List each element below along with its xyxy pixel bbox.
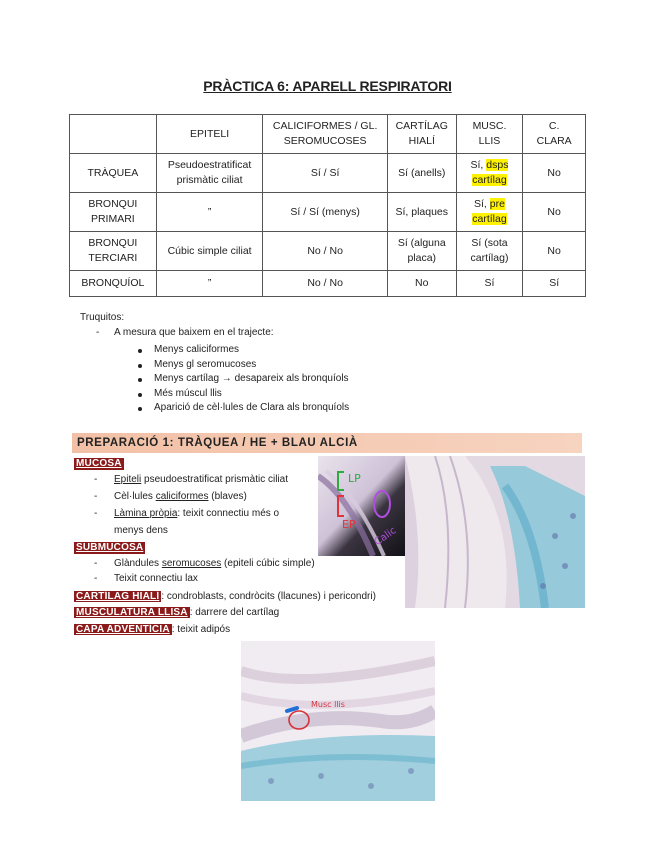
- musculatura-line: MUSCULATURA LLISA : darrere del cartílag: [76, 607, 280, 618]
- bullet-dash: -: [96, 327, 100, 338]
- header-musc: MUSC. LLIS: [456, 115, 523, 154]
- table-row: [70, 271, 586, 297]
- adventicia-line: CAPA ADVENTÍCIA : teixit adipós: [76, 624, 231, 635]
- micrograph-cartilage: [405, 456, 585, 608]
- cell-caliciformes: Sí / Sí (menys): [263, 193, 387, 232]
- svg-text:LP: LP: [348, 472, 361, 485]
- cell-caliciformes: No / No: [263, 232, 387, 271]
- cell-epiteli: Cúbic simple ciliat: [156, 232, 263, 271]
- cell-cartilag: No: [387, 271, 456, 297]
- micrograph-epithelium-image: [318, 456, 412, 556]
- table-row: [70, 154, 586, 193]
- submucosa-label: SUBMUCOSA: [76, 542, 144, 553]
- musculatura-label: MUSCULATURA LLISA: [76, 607, 188, 618]
- cell-caliciformes: Sí / Sí: [263, 154, 387, 193]
- cell-caliciformes: No / No: [263, 271, 387, 297]
- truquitos-label: Truquitos:: [80, 312, 125, 323]
- list-item: Menys caliciformes: [136, 344, 349, 359]
- micrograph-cartilage-image: [405, 456, 585, 608]
- adventicia-label: CAPA ADVENTÍCIA: [76, 624, 170, 635]
- mucosa-label: MUCOSA: [76, 458, 122, 469]
- cell-musc: Sí, dsps cartílag: [456, 154, 523, 193]
- cell-clara: No: [523, 154, 586, 193]
- cell-epiteli: Pseudoestratificat prismàtic ciliat: [156, 154, 263, 193]
- cell-cartilag: Sí, plaques: [387, 193, 456, 232]
- cell-musc: Sí, pre cartílag: [456, 193, 523, 232]
- cell-clara: No: [523, 232, 586, 271]
- section-heading: PREPARACIÓ 1: TRÀQUEA / HE + BLAU ALCIÀ: [72, 433, 582, 453]
- header-clara: C. CLARA: [523, 115, 586, 154]
- list-item: Aparició de cèl·lules de Clara als bronquíols: [136, 402, 349, 417]
- cell-cartilag: Sí (alguna placa): [387, 232, 456, 271]
- list-item: Menys gl seromucoses: [136, 359, 349, 374]
- header-epiteli: EPITELI: [156, 115, 263, 154]
- cell-epiteli: ”: [156, 271, 263, 297]
- svg-text:Musc llis: Musc llis: [311, 700, 345, 709]
- mucosa-item-lamina-cont: menys dens: [114, 525, 168, 536]
- comparison-table: [69, 114, 586, 297]
- svg-text:Calic: Calic: [372, 525, 399, 549]
- micrograph-muscle-image: [241, 641, 435, 801]
- cell-clara: No: [523, 193, 586, 232]
- page-title: PRÀCTICA 6: APARELL RESPIRATORI: [203, 78, 452, 94]
- row-name: BRONQUI TERCIARI: [70, 232, 157, 271]
- cell-clara: Sí: [523, 271, 586, 297]
- table-row: [70, 232, 586, 271]
- header-cartilag: CARTÍLAG HIALÍ: [387, 115, 456, 154]
- header-empty: [70, 115, 157, 154]
- list-item: Menys cartílag → desapareix als bronquíols: [136, 373, 349, 388]
- cell-epiteli: ”: [156, 193, 263, 232]
- cartilag-line: CARTÍLAG HIALÍ : condroblasts, condròcits (llacunes) i pericondri): [76, 591, 376, 602]
- micrograph-epithelium: [318, 456, 412, 556]
- header-caliciformes: CALICIFORMES / GL. SEROMUCOSES: [263, 115, 387, 154]
- row-name: BRONQUI PRIMARI: [70, 193, 157, 232]
- cell-musc: Sí: [456, 271, 523, 297]
- list-item: Més múscul llis: [136, 388, 349, 403]
- table-row: [70, 193, 586, 232]
- svg-text:EP: EP: [342, 518, 356, 531]
- row-name: BRONQUÍOL: [70, 271, 157, 297]
- table-header-row: [70, 115, 586, 154]
- cartilag-label: CARTÍLAG HIALÍ: [76, 591, 160, 602]
- truquitos-list: [136, 344, 349, 417]
- row-name: TRÀQUEA: [70, 154, 157, 193]
- cell-cartilag: Sí (anells): [387, 154, 456, 193]
- cell-musc: Sí (sota cartílag): [456, 232, 523, 271]
- micrograph-muscle: [241, 641, 435, 801]
